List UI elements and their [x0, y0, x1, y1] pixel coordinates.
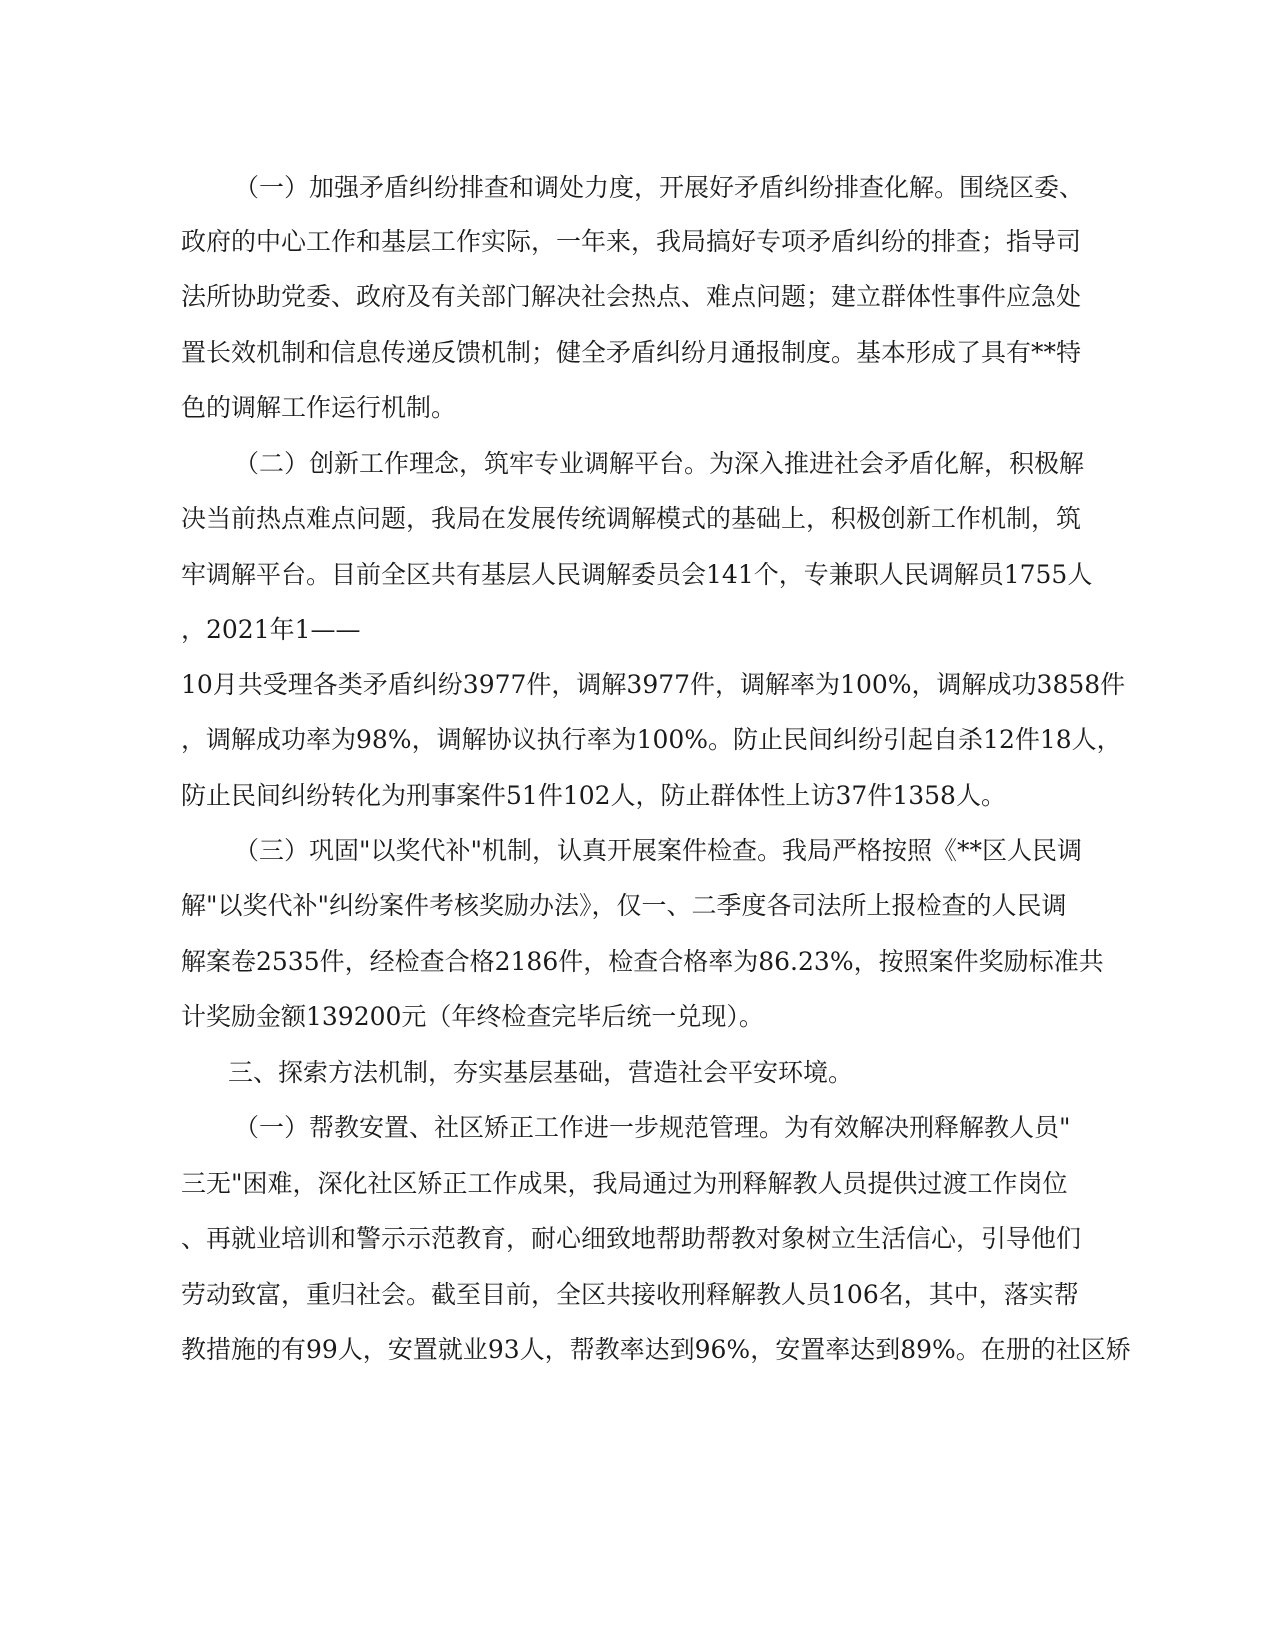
paragraph-line-19: 三无"困难，深化社区矫正工作成果，我局通过为刑释解教人员提供过渡工作岗位 [181, 1169, 1068, 1198]
paragraph-line-15: 解案卷2535件，经检查合格2186件，检查合格率为86.23%，按照案件奖励标准共 [181, 947, 1104, 976]
paragraph-line-6: （二）创新工作理念，筑牢专业调解平台。为深入推进社会矛盾化解，积极解 [234, 449, 1085, 478]
paragraph-line-9: ，2021年1—— [181, 615, 361, 644]
paragraph-line-14: 解"以奖代补"纠纷案件考核奖励办法》，仅一、二季度各司法所上报检查的人民调 [181, 891, 1067, 920]
section-heading: 三、探索方法机制，夯实基层基础，营造社会平安环境。 [228, 1058, 854, 1087]
paragraph-line-10: 10月共受理各类矛盾纠纷3977件，调解3977件，调解率为100%，调解成功3858件 [181, 670, 1126, 699]
paragraph-line-8: 牢调解平台。目前全区共有基层人民调解委员会141个，专兼职人民调解员1755人 [181, 560, 1093, 589]
paragraph-line-16: 计奖励金额139200元（年终检查完毕后统一兑现）。 [181, 1002, 764, 1031]
paragraph-line-7: 决当前热点难点问题，我局在发展传统调解模式的基础上，积极创新工作机制，筑 [181, 504, 1082, 533]
paragraph-line-11: ，调解成功率为98%，调解协议执行率为100%。防止民间纠纷引起自杀12件18人， [181, 725, 1122, 754]
paragraph-line-1: （一）加强矛盾纠纷排查和调处力度，开展好矛盾纠纷排查化解。围绕区委、 [234, 173, 1085, 202]
paragraph-line-18: （一）帮教安置、社区矫正工作进一步规范管理。为有效解决刑释解教人员" [234, 1113, 1071, 1142]
paragraph-line-2: 政府的中心工作和基层工作实际，一年来，我局搞好专项矛盾纠纷的排查；指导司 [181, 227, 1082, 256]
paragraph-line-12: 防止民间纠纷转化为刑事案件51件102人，防止群体性上访37件1358人。 [181, 781, 1006, 810]
paragraph-line-3: 法所协助党委、政府及有关部门解决社会热点、难点问题；建立群体性事件应急处 [181, 282, 1082, 311]
paragraph-line-20: 、再就业培训和警示示范教育，耐心细致地帮助帮教对象树立生活信心，引导他们 [181, 1224, 1082, 1253]
paragraph-line-4: 置长效机制和信息传递反馈机制；健全矛盾纠纷月通报制度。基本形成了具有**特 [181, 338, 1082, 367]
paragraph-line-22: 教措施的有99人，安置就业93人，帮教率达到96%，安置率达到89%。在册的社区矫 [181, 1335, 1131, 1364]
paragraph-line-21: 劳动致富，重归社会。截至目前，全区共接收刑释解教人员106名，其中，落实帮 [181, 1280, 1079, 1309]
paragraph-line-13: （三）巩固"以奖代补"机制，认真开展案件检查。我局严格按照《**区人民调 [234, 836, 1083, 865]
paragraph-line-5: 色的调解工作运行机制。 [181, 393, 457, 422]
